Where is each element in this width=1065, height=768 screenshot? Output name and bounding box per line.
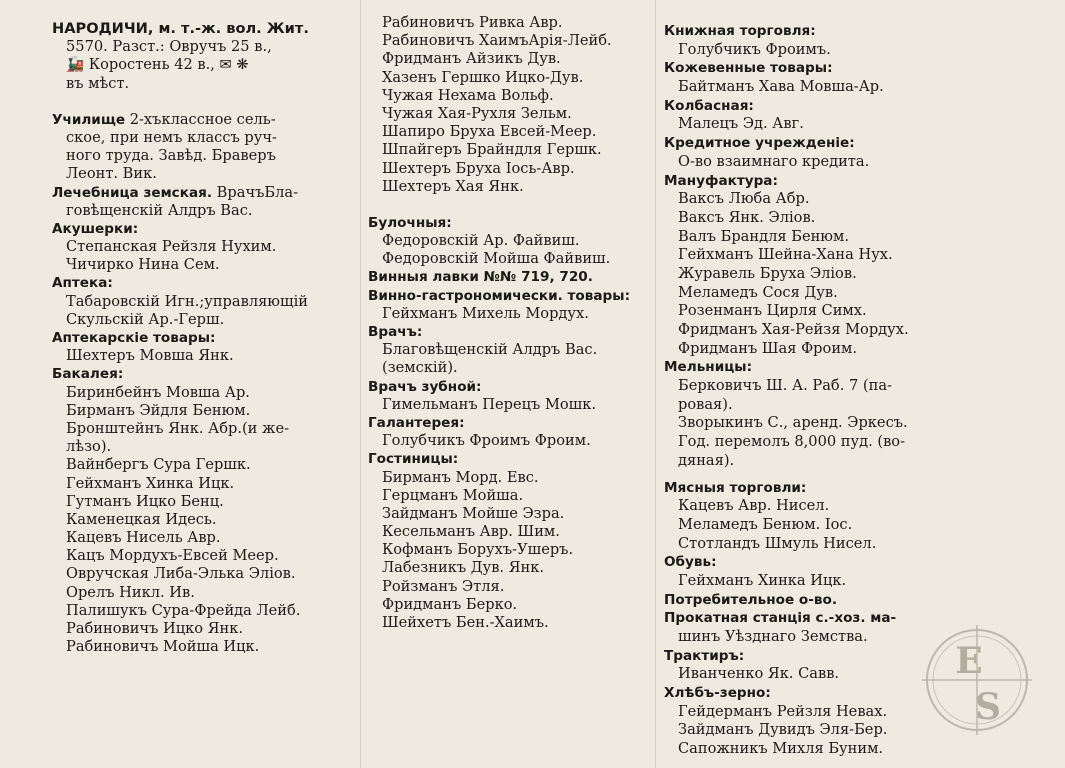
list-item: Журавель Бруха Эліов. [678,264,857,282]
section-heading-text: Винно-гастрономически. товары: [368,287,631,304]
list-item: Шпайгеръ Брайндля Гершк. [382,141,602,159]
list-item-continuation: Леонт. Вик. [66,165,157,183]
list-item: Федоровскій Ар. Файвиш. [382,232,580,250]
list-item-continuation: ного труда. Завѣд. Браверъ [66,147,276,165]
list-item-continuation: Год. перемолъ 8,000 пуд. (во- [678,433,906,451]
list-item: Скульскій Ар.-Герш. [66,310,225,328]
list-item-continuation: дяная). [678,451,735,469]
list-item: Бирманъ Эйдля Бенюм. [66,401,251,419]
section-heading [368,378,658,396]
section-heading [664,647,964,666]
section-heading-text: Колбасная: [664,97,754,114]
section-heading-text: Хлѣбъ-зерно: [664,685,771,702]
section-heading-text: Булочныя: [368,214,452,231]
section-heading-text: Врачъ: [368,324,423,340]
list-item: шинъ Уѣзднаго Земства. [678,628,868,645]
section-heading-text: Винныя лавки №№ 719, 720. [368,269,593,286]
column-middle [368,14,658,632]
section-heading [368,214,658,232]
list-item: Федоровскій Мойша Файвиш. [382,250,611,268]
section-heading [664,684,964,703]
list-item: Гейхманъ Хинка Ицк. [678,571,847,589]
list-item: Бирманъ Морд. Евс. [382,468,539,486]
list-item: Рабиновичъ Мойша Ицк. [66,638,260,656]
section-heading [664,553,964,572]
list-item: Рабиновичъ Ицко Янк. [66,620,243,637]
list-item: Меламедъ Сося Дув. [678,283,838,301]
list-item-continuation: (земскій). [382,359,458,377]
list-item: Фридманъ Берко. [382,595,518,613]
section-heading-text: Кожевенные товары: [664,60,833,77]
section-heading-text: Гостиницы: [368,451,459,468]
list-item: Рабиновичъ ХаимъАрія-Лейб. [382,32,612,50]
place-heading [52,20,342,38]
list-item: Ваксъ Люба Абр. [678,190,810,208]
list-item: Стотландъ Шмуль Нисел. [678,534,877,552]
column-divider-left [360,0,361,768]
section-heading-text: Бакалея: [52,366,124,383]
list-item: Овручская Либа-Элька Эліов. [66,565,296,583]
spacer [52,93,342,111]
section-heading-text: Мясныя торговли: [664,479,807,496]
list-item: Ройзманъ Этля. [382,577,505,595]
list-item: Кацъ Мордухъ-Евсей Меер. [66,547,279,565]
spacer [368,196,658,214]
list-item: Вайнбергъ Сура Гершк. [66,456,251,474]
list-item: Берковичъ Ш. А. Раб. 7 (па- [678,377,892,395]
section-heading [664,97,964,116]
list-item-continuation: говѣщенскій Алдръ Вас. [66,201,253,219]
list-item-continuation: въ мѣст. [66,74,130,92]
section-heading-text: Мельницы: [664,359,753,376]
list-item-continuation: 🚂 Коростень 42 в., ✉ ❋ [66,56,249,74]
section-heading-continuation: 2-хъклассное сель- [125,110,276,128]
es-watermark-stamp [922,625,1032,735]
list-item: Сапожникъ Михля Буним. [678,740,884,758]
section-heading [664,479,964,498]
section-heading [368,268,658,286]
list-item: Чужая Хая-Рухля Зельм. [382,104,572,122]
list-item: Меламедъ Бенюм. Іос. [678,515,853,533]
section-heading [368,450,658,468]
list-item: Каменецкая Идесь. [66,510,217,528]
list-item: Кесельманъ Авр. Шим. [382,523,560,541]
section-heading [52,184,342,202]
list-item: Байтманъ Хава Мовша-Ар. [678,78,884,96]
list-item: Хазенъ Гершко Ицко-Дув. [382,68,584,86]
list-item: Степанская Рейзля Нухим. [66,238,277,256]
stamp-letter-bottom: S [975,686,1001,728]
section-heading [664,134,964,153]
list-item: Бронштейнъ Янк. Абр.(и же- [66,419,290,437]
list-item: Чужая Нехама Вольф. [382,86,554,104]
list-item: Шейхетъ Бен.-Хаимъ. [382,614,549,631]
section-heading-text: Мануфактура: [664,172,778,189]
list-item: Валъ Брандля Бенюм. [678,227,849,245]
list-item: Табаровскій Игн.;управляющій [66,292,308,310]
section-heading-text: Акушерки: [52,220,139,237]
list-item: Гутманъ Ицко Бенц. [66,492,224,510]
list-item: Зайдманъ Мойше Эзра. [382,504,565,522]
list-item-continuation: лѣзо). [66,438,112,456]
section-heading-text: Врачъ зубной: [368,378,482,395]
list-item: Зворыкинъ С., аренд. Эркесъ. [678,414,908,432]
section-heading-text: Аптекарскіе товары: [52,330,216,346]
list-item: Розенманъ Цирля Симх. [678,302,867,320]
stamp-letter-top: E [955,640,983,682]
section-heading-text: Лечебница земская. [52,184,213,201]
section-heading [52,365,342,383]
column-left [52,20,342,656]
list-item: Палишукъ Сура-Фрейда Лейб. [66,601,301,619]
section-heading-text: Училище [52,111,126,128]
spacer [664,471,964,479]
list-item: Зайдманъ Дувидъ Эля-Бер. [678,721,888,739]
section-heading [368,287,658,305]
list-item: Голубчикъ Фроимъ Фроим. [382,432,591,450]
list-item: Ваксъ Янк. Эліов. [678,208,816,226]
list-item: Герцманъ Мойша. [382,486,524,504]
section-heading [368,414,658,432]
section-heading [664,59,964,78]
list-item: Чичирко Нина Сем. [66,256,220,274]
list-item-continuation: 5570. Разст.: Овручъ 25 в., [66,38,272,56]
section-heading-text: Трактиръ: [664,647,745,664]
list-item: Рабиновичъ Ривка Авр. [382,14,563,31]
list-item: Лабезникъ Дув. Янк. [382,559,544,577]
list-item: Благовѣщенскій Алдръ Вас. [382,341,598,359]
section-heading [52,329,342,347]
list-item: Голубчикъ Фроимъ. [678,40,831,58]
list-item: Кацевъ Нисель Авр. [66,529,221,547]
section-heading [52,220,342,238]
list-item: Шехтеръ Мовша Янк. [66,347,234,365]
list-item: Шапиро Бруха Евсей-Меер. [382,123,597,141]
list-item: Шехтеръ Бруха Іось-Авр. [382,159,575,177]
list-item: Шехтеръ Хая Янк. [382,177,524,195]
list-item: Орелъ Никл. Ив. [66,583,195,601]
section-heading-text: Книжная торговля: [664,23,816,39]
list-item: Фридманъ Айзикъ Дув. [382,50,561,68]
section-heading-text: Галантерея: [368,414,465,431]
section-heading-text: Обувь: [664,554,717,571]
list-item: Гейхманъ Шейна-Хана Нух. [678,246,893,264]
section-heading-continuation: ВрачъБла- [212,183,299,201]
list-item: Малецъ Эд. Авг. [678,115,804,133]
list-item-continuation: ровая). [678,395,733,413]
list-item: Гейдерманъ Рейзля Невах. [678,702,888,720]
section-heading [664,22,964,41]
section-heading-text: Прокатная станція с.-хоз. ма- [664,610,897,627]
list-item: Кофманъ Борухъ-Ушеръ. [382,541,574,559]
list-item: Биринбейнъ Мовша Ар. [66,383,250,401]
section-heading [664,172,964,191]
section-heading [664,358,964,377]
list-item: О-во взаимнаго кредита. [678,152,870,170]
list-item: Фридманъ Хая-Рейзя Мордух. [678,321,909,338]
section-heading [664,609,964,628]
list-item: Иванченко Як. Савв. [678,665,840,683]
section-heading [664,591,964,610]
section-heading [52,111,342,129]
list-item: Фридманъ Шая Фроим. [678,339,858,357]
section-heading [52,274,342,292]
list-item: Гимельманъ Перецъ Мошк. [382,395,597,413]
list-item: Гейхманъ Хинка Ицк. [66,474,235,492]
section-heading-text: Аптека: [52,275,113,292]
place-heading-text: НАРОДИЧИ, м. т.-ж. вол. Жит. [52,20,309,37]
list-item-continuation: ское, при немъ классъ руч- [66,128,277,146]
section-heading-text: Кредитное учрежденіе: [664,135,855,152]
list-item: Кацевъ Авр. Нисел. [678,497,830,515]
section-heading [368,323,658,341]
column-right [664,22,964,759]
section-heading-text: Потребительное о-во. [664,591,837,608]
list-item: Гейхманъ Михель Мордух. [382,304,589,322]
